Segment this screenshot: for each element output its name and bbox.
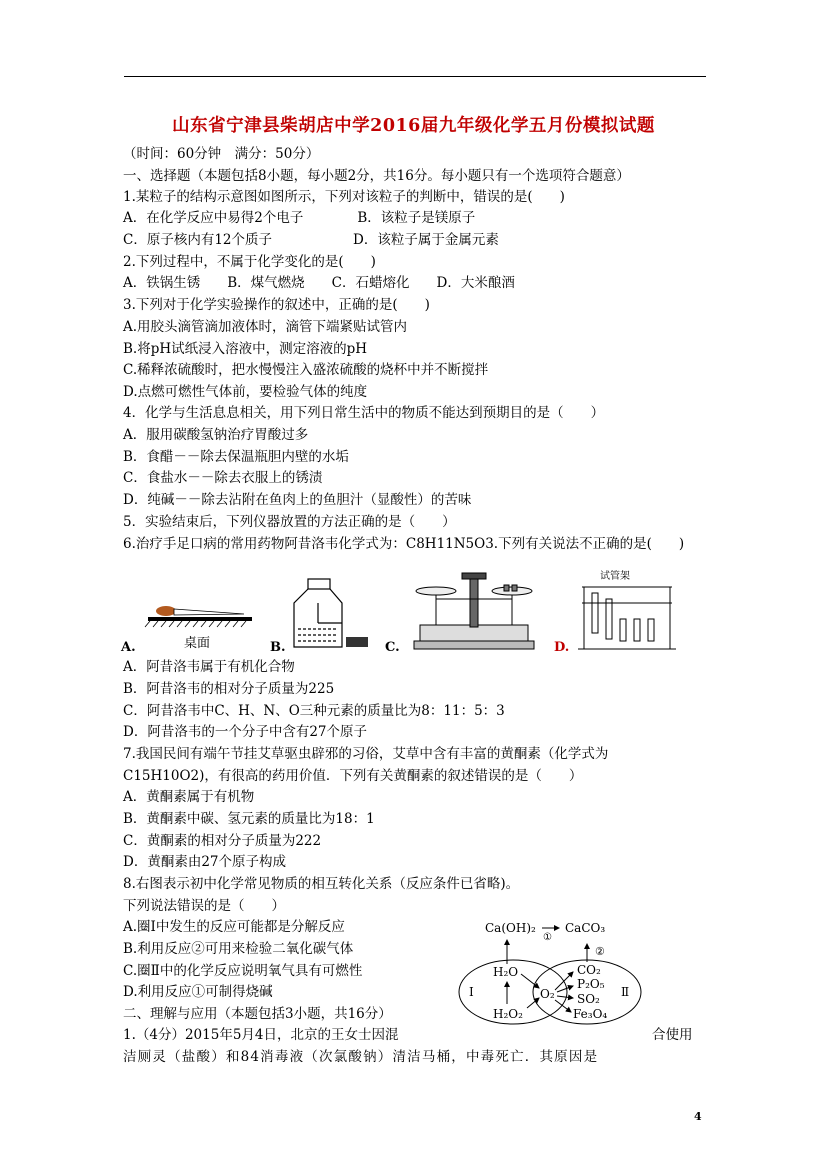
caco3-label: CaCO₃ <box>565 921 606 935</box>
text-line: C．食盐水－－除去衣服上的锈渍 <box>123 470 323 486</box>
text-line: 3.下列对于化学实验操作的叙述中，正确的是( ) <box>123 297 430 313</box>
text-line: C．原子核内有12个质子 D．该粒子属于金属元素 <box>123 232 499 248</box>
text-line: A.用胶头滴管滴加液体时，滴管下端紧贴试管内 <box>123 319 408 335</box>
caoh2-label: Ca(OH)₂ <box>485 921 536 935</box>
header-rule <box>124 76 706 77</box>
text-line: A．在化学反应中易得2个电子 B．该粒子是镁原子 <box>123 210 476 226</box>
p2o5-label: P₂O₅ <box>577 977 605 991</box>
reaction-2-label: ② <box>595 945 605 958</box>
option-d-label: D. <box>554 640 570 655</box>
text-line: 一、选择题（本题包括8小题，每小题2分，共16分。每小题只有一个选项符合题意） <box>123 168 630 184</box>
reaction-1-label: ① <box>543 932 552 943</box>
apparatus-figure <box>118 563 678 658</box>
rack-label: 试管架 <box>600 571 630 582</box>
dropper-on-table-illustration <box>145 606 252 627</box>
text-line: 4．化学与生活息息相关，用下列日常生活中的物质不能达到预期目的是（ ） <box>123 405 605 421</box>
h2o-label: H₂O <box>493 965 519 979</box>
text-line: C．阿昔洛韦中C、H、N、O三种元素的质量比为8：11：5：3 <box>123 703 505 719</box>
option-b-label: B. <box>270 640 286 655</box>
option-a-label: A. <box>121 640 136 655</box>
circle-ii-label: Ⅱ <box>621 985 630 999</box>
text-line: C.圈Ⅱ中的化学反应说明氧气具有可燃性 <box>123 963 363 979</box>
text-line: B．阿昔洛韦的相对分子质量为225 <box>123 681 335 697</box>
text-line: 7.我国民间有端午节挂艾草驱虫辟邪的习俗，艾草中含有丰富的黄酮素（化学式为 <box>123 746 609 762</box>
text-line: B.将pH试纸浸入溶液中，测定溶液的pH <box>123 341 368 357</box>
text-line: 二、理解与应用（本题包括3小题，共16分） <box>123 1006 392 1022</box>
text-line: D．纯碱－－除去沾附在鱼肉上的鱼胆汁（显酸性）的苦味 <box>123 492 472 508</box>
text-line: D．黄酮素由27个原子构成 <box>123 854 287 870</box>
test-tube-rack-illustration <box>578 587 676 649</box>
text-line: B．黄酮素中碳、氢元素的质量比为18：1 <box>123 811 375 827</box>
page-number: 4 <box>694 1110 702 1123</box>
text-line: 下列说法错误的是（ ） <box>123 898 285 914</box>
balance-illustration <box>414 573 534 649</box>
text-line: A．铁锅生锈 B．煤气燃烧 C．石蜡熔化 D．大米酿酒 <box>123 275 515 291</box>
so2-label: SO₂ <box>577 992 600 1006</box>
text-line: D．阿昔洛韦的一个分子中含有27个原子 <box>123 724 368 740</box>
text-line: A．黄酮素属于有机物 <box>123 789 255 805</box>
text-line: B．食醋－－除去保温瓶胆内壁的水垢 <box>123 449 349 465</box>
text-line: D.点燃可燃性气体前，要检验气体的纯度 <box>123 384 368 400</box>
text-line: （时间：60分钟 满分：50分） <box>123 146 320 162</box>
text-line: C．黄酮素的相对分子质量为222 <box>123 833 322 849</box>
text-line: 1.（4分）2015年5月4日，北京的王女士因混 <box>123 1027 399 1043</box>
text-line: C.稀释浓硫酸时，把水慢慢注入盛浓硫酸的烧杯中并不断搅拌 <box>123 362 489 378</box>
text-line: A．服用碳酸氢钠治疗胃酸过多 <box>123 427 309 443</box>
page-title: 山东省宁津县柴胡店中学2016届九年级化学五月份模拟试题 <box>172 116 655 136</box>
text-line: 5．实验结束后，下列仪器放置的方法正确的是（ ） <box>123 514 456 530</box>
text-line: B.利用反应②可用来检验二氧化碳气体 <box>123 941 354 957</box>
text-line: 6.治疗手足口病的常用药物阿昔洛韦化学式为：C8H11N5O3.下列有关说法不正确的是( ) <box>123 536 685 552</box>
conversion-diagram <box>455 918 655 1028</box>
reagent-bottle-illustration <box>294 579 342 647</box>
text-line: 8.右图表示初中化学常见物质的相互转化关系（反应条件已省略)。 <box>123 876 520 892</box>
option-c-label: C. <box>385 640 400 655</box>
text-line: 合使用 <box>652 1027 693 1043</box>
co2-label: CO₂ <box>577 963 601 977</box>
o2-label: O₂ <box>540 987 555 1001</box>
fe3o4-label: Fe₃O₄ <box>573 1007 608 1021</box>
text-line: 洁厕灵（盐酸）和84消毒液（次氯酸钠）清洁马桶，中毒死亡．其原因是 <box>123 1049 599 1065</box>
text-line: A．阿昔洛韦属于有机化合物 <box>123 659 295 675</box>
text-line: C15H10O2)，有很高的药用价值．下列有关黄酮素的叙述错误的是（ ） <box>123 768 583 784</box>
h2o2-label: H₂O₂ <box>493 1007 523 1021</box>
stopper-icon <box>346 637 368 647</box>
text-line: 1.某粒子的结构示意图如图所示，下列对该粒子的判断中，错误的是( ) <box>123 189 565 205</box>
text-line: A.圈Ⅰ中发生的反应可能都是分解反应 <box>123 919 345 935</box>
text-line: 2.下列过程中，不属于化学变化的是( ) <box>123 254 376 270</box>
text-line: D.利用反应①可制得烧碱 <box>123 984 273 1000</box>
table-label: 桌面 <box>184 636 211 651</box>
circle-i-label: Ⅰ <box>469 985 474 999</box>
